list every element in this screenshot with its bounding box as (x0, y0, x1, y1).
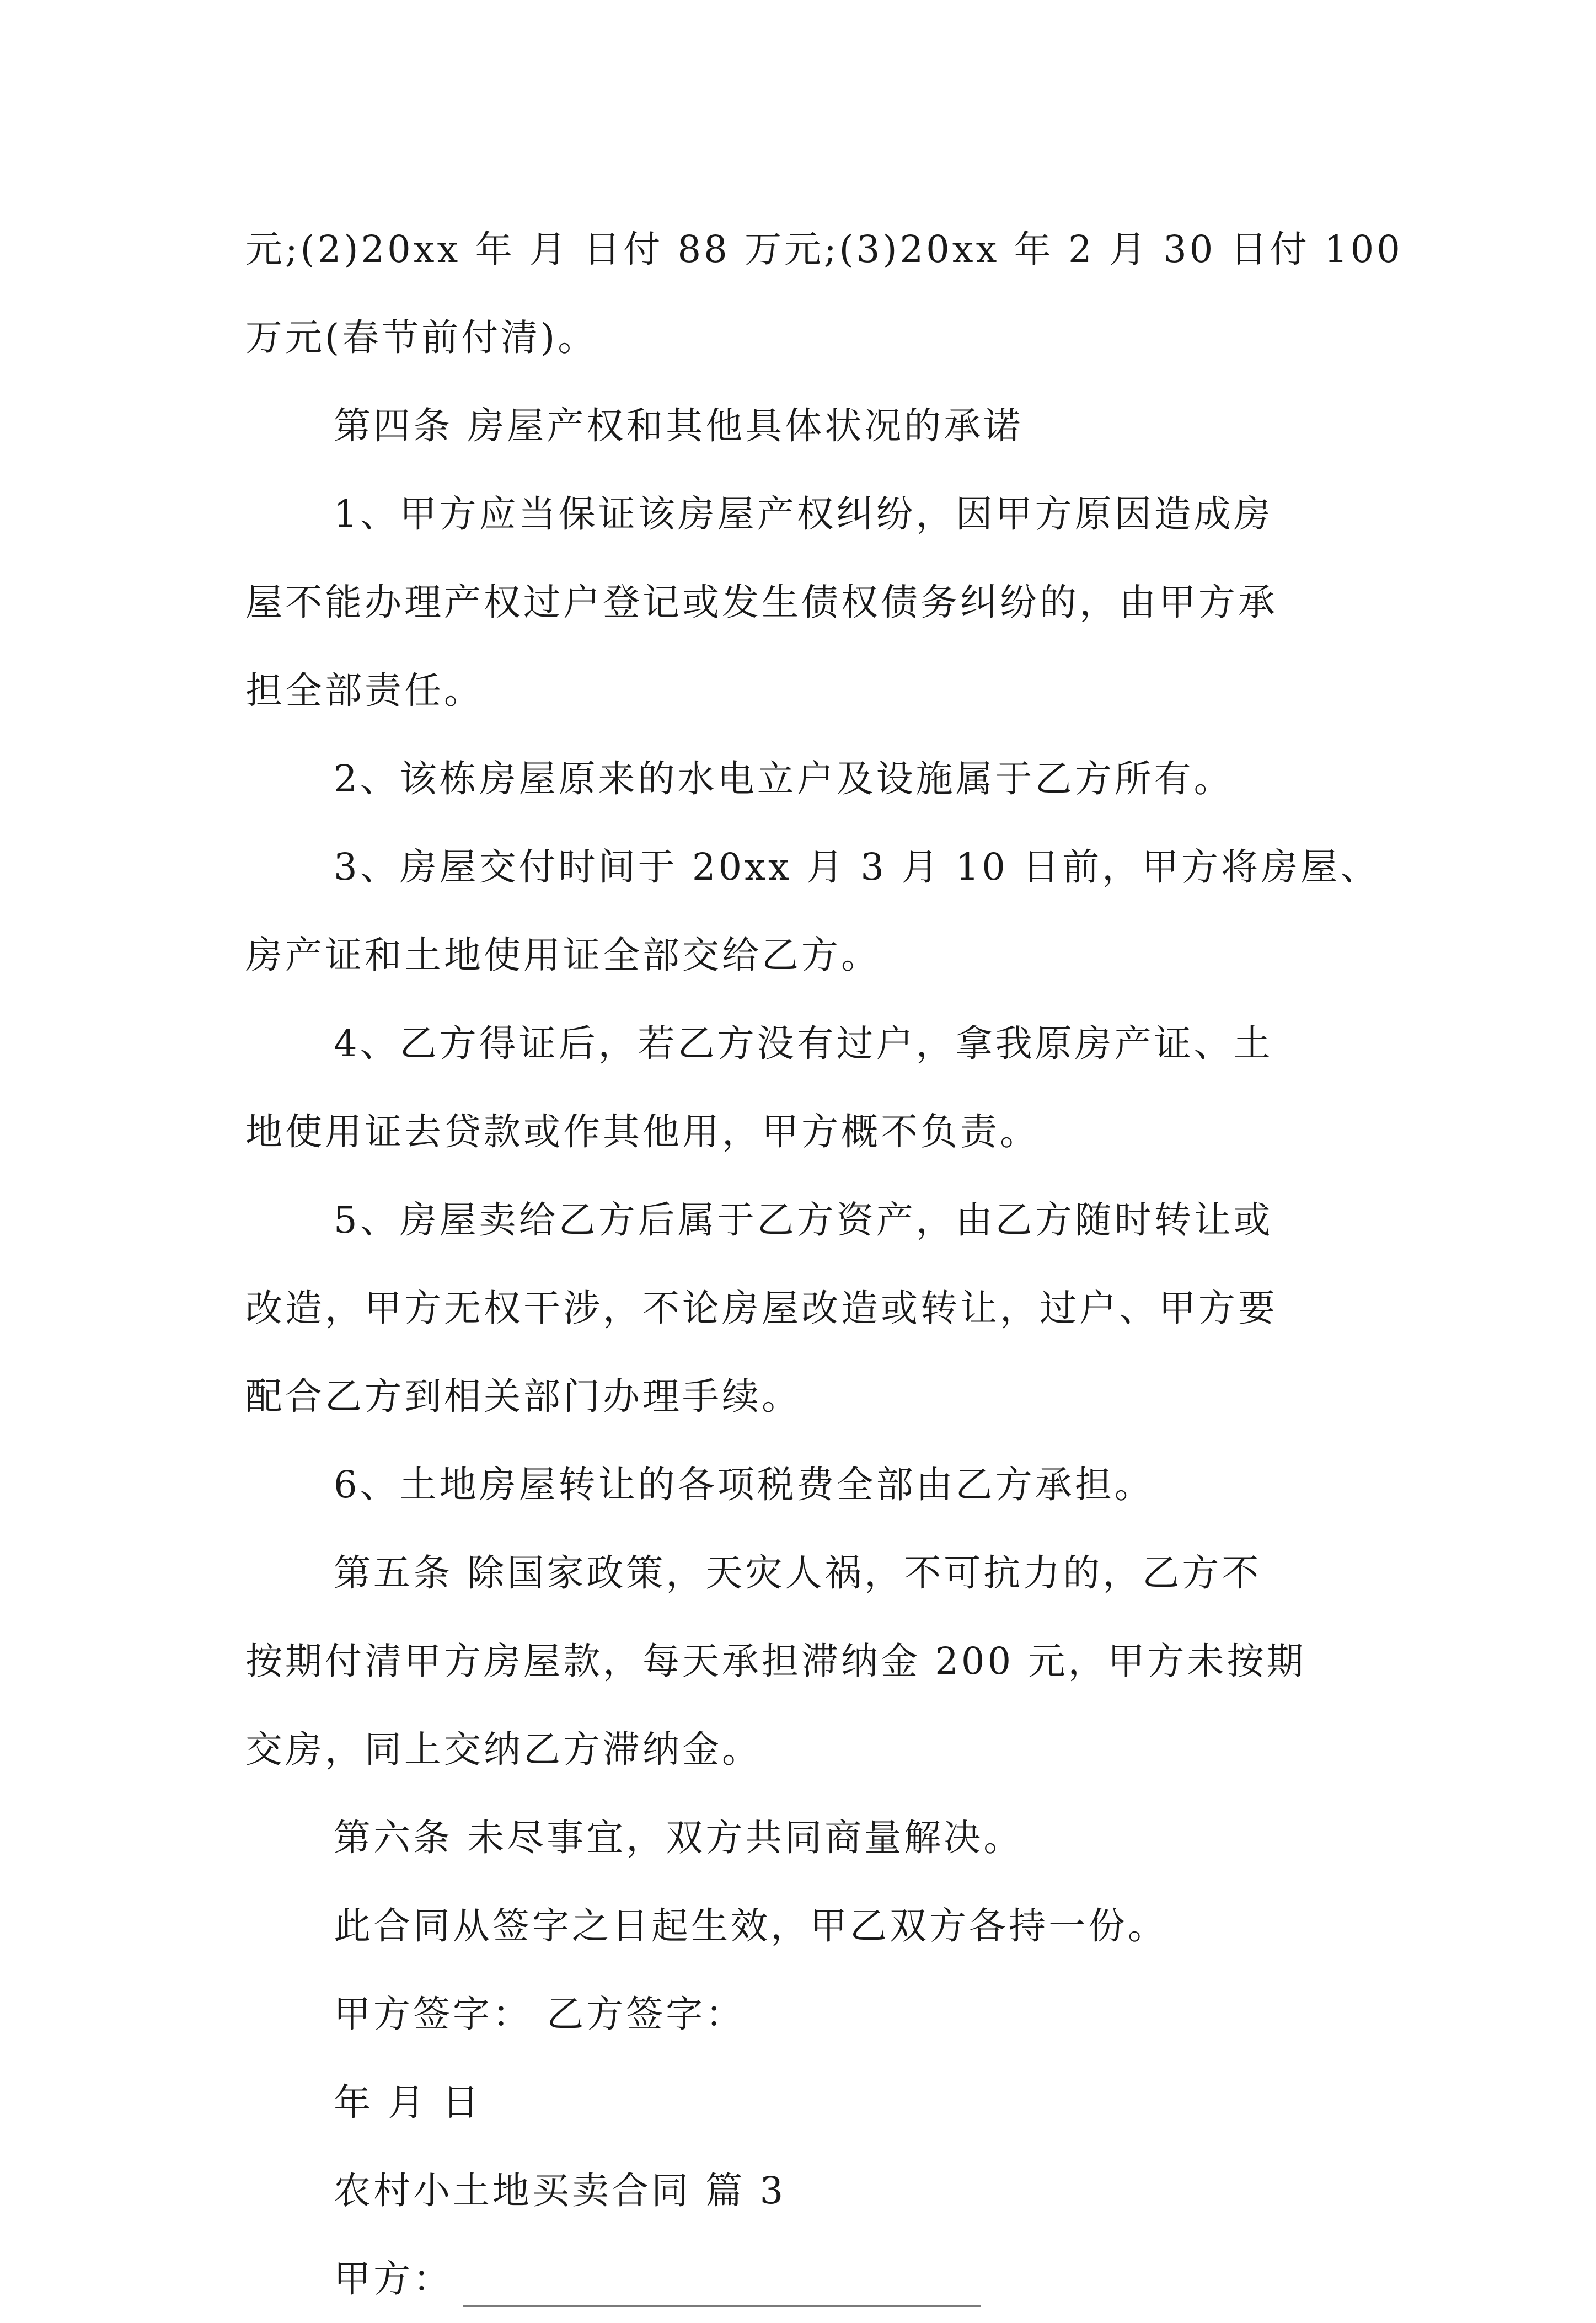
text-line: 按期付清甲方房屋款，每天承担滞纳金 200 元，甲方未按期 (245, 1640, 1306, 1683)
date-line (245, 2058, 1365, 2147)
text-line: 2、该栋房屋原来的水电立户及设施属于乙方所有。 (334, 757, 1234, 800)
document-body (245, 205, 1403, 2323)
text-line: 4、乙方得证后，若乙方没有过户，拿我原房产证、土 (334, 1022, 1273, 1065)
article-five (245, 1529, 1365, 1794)
text-line: 改造，甲方无权干涉，不论房屋改造或转让，过户、甲方要 (245, 1287, 1278, 1330)
text-line: 元;(2)20xx 年 月 日付 88 万元;(3)20xx 年 2 月 30 日付 100 (245, 228, 1403, 271)
paragraph-payment-terms (245, 205, 1403, 382)
text-line: 交房，同上交纳乙方滞纳金。 (245, 1728, 762, 1771)
article-four-heading (245, 382, 1365, 470)
clause-4 (245, 999, 1365, 1176)
section-title (245, 2147, 1365, 2235)
party-a-line (245, 2235, 1365, 2323)
clause-3 (245, 823, 1380, 999)
text-line: 年 月 日 (334, 2081, 482, 2124)
party-a-label: 甲方： (334, 2257, 453, 2300)
text-line: 担全部责任。 (245, 669, 484, 712)
text-line: 甲方签字： 乙方签字： (334, 1993, 746, 2036)
text-line (245, 2235, 1365, 2323)
text-line: 1、甲方应当保证该房屋产权纠纷，因甲方原因造成房 (334, 493, 1273, 536)
text-line: 农村小土地买卖合同 篇 3 (334, 2169, 786, 2212)
article-six (245, 1794, 1365, 1882)
clause-6 (245, 1441, 1365, 1529)
text-line: 第四条 房屋产权和其他具体状况的承诺 (334, 404, 1024, 447)
clause-5 (245, 1176, 1365, 1441)
text-line: 5、房屋卖给乙方后属于乙方资产，由乙方随时转让或 (334, 1198, 1273, 1241)
text-line: 地使用证去贷款或作其他用，甲方概不负责。 (245, 1110, 1040, 1153)
clause-2 (245, 735, 1365, 823)
party-a-blank (463, 2305, 981, 2307)
text-line: 第六条 未尽事宜，双方共同商量解决。 (334, 1816, 1024, 1859)
signature-line (245, 1970, 1365, 2058)
clause-1 (245, 470, 1365, 735)
effective-clause (245, 1882, 1365, 1970)
text-line: 3、房屋交付时间于 20xx 月 3 月 10 日前，甲方将房屋、 (334, 845, 1380, 888)
text-line: 万元(春节前付清)。 (245, 316, 598, 359)
text-line: 6、土地房屋转让的各项税费全部由乙方承担。 (334, 1463, 1154, 1506)
text-line: 此合同从签字之日起生效，甲乙双方各持一份。 (334, 1904, 1167, 1947)
text-line: 房产证和土地使用证全部交给乙方。 (245, 934, 881, 977)
text-line: 屋不能办理产权过户登记或发生债权债务纠纷的，由甲方承 (245, 581, 1278, 624)
text-line: 配合乙方到相关部门办理手续。 (245, 1375, 801, 1418)
text-line: 第五条 除国家政策，天灾人祸，不可抗力的，乙方不 (334, 1551, 1262, 1594)
